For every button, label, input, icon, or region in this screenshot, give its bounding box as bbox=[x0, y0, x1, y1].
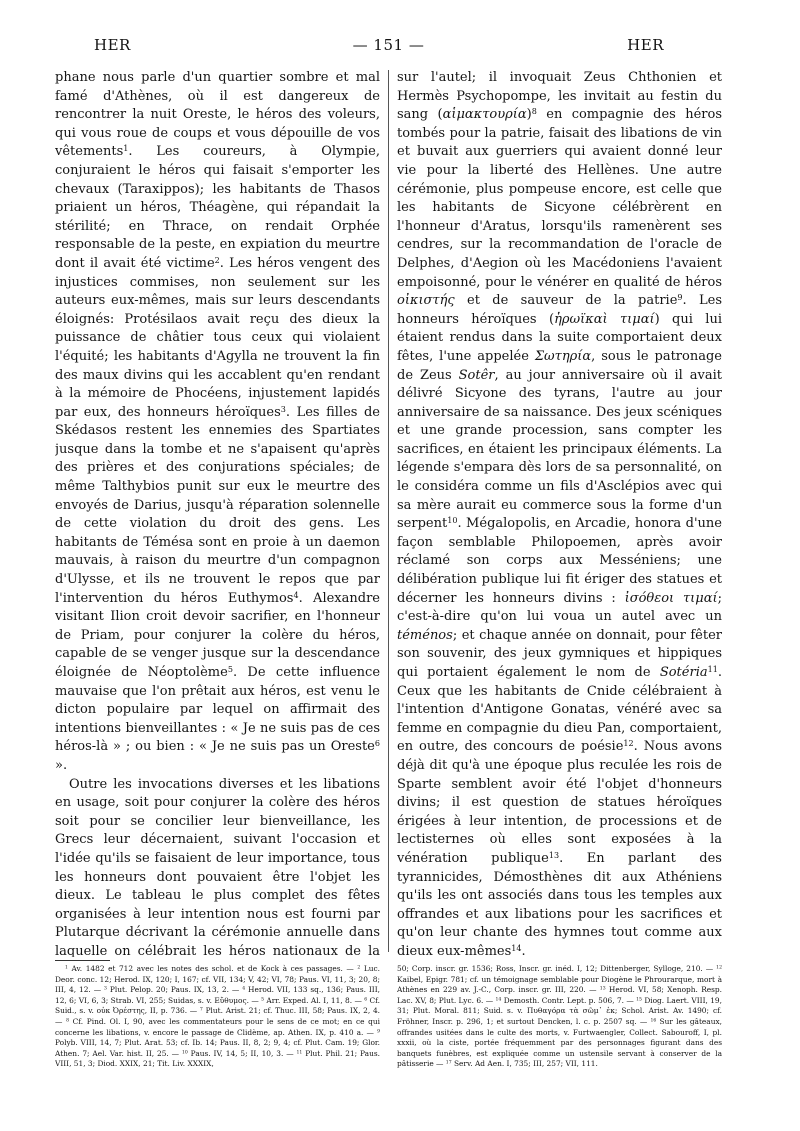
footnote-marker: 5 bbox=[227, 664, 233, 674]
paragraph bbox=[55, 776, 380, 957]
text-run: . Les filles de Skédasos restent les ennemies des Spartiates jusque dans la tombe et ne s'apaisent qu'après des prières et des conjurations spéciales; de même Talthybios punit sur eux le meurtre des envoyés de Darius, jusqu'à réparation solennelle de cette violation du droit des gens. Les habitants de Témésa sont en proie à un daemon mauvais, à raison du meurtre d'un compagnon d'Ulysse, et ils ne trouvent le repos que par l'intervention du héros Euthymos bbox=[55, 404, 380, 606]
text-run: . En parlant des tyrannicides, Démosthènes dit aux Athéniens qu'ils les ont associés dans tous les temples aux offrandes et aux libations pour les sacrifices et qu'on leur chante des hymnes tout comme aux dieux eux-mêmes bbox=[397, 850, 722, 957]
footnote-marker: 10 bbox=[447, 516, 458, 526]
text-run: Polyb. VIII, 14, 7; Plut. Arat. 53; cf. Ib. 14; Paus. II, 8, 2; 9, 4; cf. Plut. Cam. 19; Glor. Athen. 7; Ael. Var. hist. II, 25. — bbox=[55, 1038, 380, 1058]
text-column-right bbox=[397, 69, 722, 957]
text-run: Herod. VI, 58; Xenoph. Resp. Lac. XV, 8; Plut. Lyc. 6. — bbox=[397, 985, 722, 1005]
footnote-marker: 1 bbox=[65, 965, 68, 971]
page-number: — 151 — bbox=[352, 36, 425, 54]
text-run: Arr. Exped. Al. I, 11, 8. — bbox=[264, 995, 365, 1005]
text-run: . Les héros vengent des injustices commises, non seulement sur les auteurs eux-mêmes, mais sur leurs descendants éloignés: Protésilaos avait reçu des dieux la puissance de châtier tous ceux qui violaient l'équité; les habitants d'Agylla ne trouvent la fin des maux divins qui les accablent qu'en rendant à la mémoire de Phocéens, injustement lapidés par eux, des honneurs héroïques bbox=[55, 255, 380, 420]
footnotes-rule bbox=[55, 960, 110, 961]
text-run: Outre les invocations diverses et les libations en usage, soit pour conjurer la colère des héros soit pour se concilier leur bienveillance, les Grecs leur décernaient, suivant l'occasion et l'idée qu'ils se faisaient de leur importance, tous les honneurs dont pouvaient être l'objet les dieux. Le tableau le plus complet des fêtes organisées à leur intention nous est fourni par Plutarque décrivant la cérémonie annuelle dans laquelle on célébrait les héros nationaux de la bbox=[55, 776, 380, 957]
footnote-marker: 10 bbox=[181, 1050, 188, 1056]
footnote-marker: 3 bbox=[280, 404, 286, 414]
text-run: , sous le patronage de Zeus bbox=[397, 348, 722, 383]
footnote-marker: 6 bbox=[364, 997, 368, 1003]
text-run: Luc. Deor. conc. 12; Herod. IX, 120; I, 167; cf. VII, 134; V, 42; VI, 78; Paus. VI, 11, 3; 20, 8; III, 4, 12. — bbox=[55, 964, 380, 995]
footnote-marker: 6 bbox=[374, 739, 380, 749]
text-run: Plut. Phil. 21; Paus. VIII, 51, 3; Diod. XXIX, 21; Tit. Liv. XXXIX, bbox=[55, 1048, 380, 1069]
footnote-marker: 8 bbox=[66, 1018, 69, 1024]
footnote-marker: 17 bbox=[445, 1061, 452, 1067]
footnote-marker: 11 bbox=[296, 1050, 303, 1056]
running-head-left: HER bbox=[94, 36, 131, 54]
text-run: Diog. Laert. VIII, 19, 31; Plut. Moral. 811; Suid. s. v. Πυθαγόρα τὰ σῶμ᾽ ἐκ; Schol. Arist. Av. 1490; cf. Fröhner, Inscr. p. 296, 1; et surtout Dencken, l. c. p. 2507 sq. — bbox=[397, 995, 722, 1026]
footnote-marker: 12 bbox=[716, 965, 722, 971]
footnote-block bbox=[55, 964, 380, 1070]
footnote-marker: 2 bbox=[214, 255, 220, 265]
italic-term: Sotêr bbox=[458, 367, 495, 383]
text-run: Kaibel, Epigr. 781; cf. un témoignage semblable pour Diogène le Phrourarque, mort à Athènes en 229 av. J.-C., Corp. inscr. gr. III, 220. — bbox=[397, 974, 722, 995]
paragraph bbox=[397, 69, 722, 957]
text-run: Cf. Pind. Ol. I, 90, avec les commentateurs pour le sens de ce mot; en ce qui concerne les libations, v. encore le passage de Clidème, ap. Athen. IX, p. 410 a. — bbox=[55, 1016, 380, 1037]
footnote-block bbox=[397, 964, 722, 1070]
text-run: ». bbox=[55, 757, 68, 773]
text-run: . Nous avons déjà dit qu'à une époque plus reculée les rois de Sparte semblent avoir été l'objet d'honneurs divins; il est question de statues héroïques érigées à leur intention, de processions et de lectisternes où elles sont exposées à la vénération publique bbox=[397, 739, 722, 866]
text-run: ; et chaque année on donnait, pour fêter son souvenir, des jeux gymniques et hippiques qui portaient également le nom de bbox=[397, 627, 722, 680]
footnote-marker: 4 bbox=[242, 986, 246, 992]
footnote-marker: 13 bbox=[548, 850, 560, 860]
text-run: en compagnie des héros tombés pour la patrie, faisait des libations de vin et buvait aux guerriers qui avaient donné leur vie pour la liberté des Hellènes. Une autre cérémonie, plus pompeuse encore, est celle que les habitants de Sicyone célébrèrent en l'honneur d'Aratus, lorsqu'ils ramenèrent ses cendres, sur la recommandation de l'oracle de Delphes, d'Aegion où les Macédoniens l'avaient empoisonné, pour le vénérer en qualité de héros bbox=[397, 107, 722, 290]
footnote-marker: 16 bbox=[650, 1018, 657, 1024]
text-run: ) qui lui étaient rendus dans la suite comportaient deux fêtes, l'une appelée bbox=[397, 311, 722, 364]
text-run: ; c'est-à-dire qu'on lui voua un autel avec un bbox=[397, 590, 722, 625]
text-run: 50; Corp. inscr. gr. 1536; Ross, Inscr. gr. inéd. I, 12; Dittenberger, Sylloge, 210. — bbox=[397, 964, 717, 973]
footnote-marker: 13 bbox=[599, 986, 606, 992]
footnote-marker: 9 bbox=[677, 293, 683, 303]
text-run: Paus. IV, 14, 5; II, 10, 3. — bbox=[187, 1048, 297, 1058]
text-run: Cf. Suid., s. v. οὐκ Ὀρέστης, II, p. 736. — bbox=[55, 995, 380, 1016]
footnote-marker: 4 bbox=[293, 590, 299, 600]
italic-term: ἡρωϊκαὶ τιμαί bbox=[554, 311, 655, 327]
text-run: . Les honneurs héroïques ( bbox=[397, 293, 722, 327]
italic-term: téménos bbox=[397, 627, 453, 643]
footnote-marker: 14 bbox=[511, 943, 522, 953]
text-run: Sur les gâteaux, offrandes usitées dans le culte des morts, v. Furtwaengler, Collect. Sabouroff, I, pl. xxxii, où la ciste, portée fréquemment par des personnages figurant dans des banquets funèbres, est expliquée comme un ustensile servant à conserver de la pâtisserie — bbox=[397, 1016, 722, 1069]
text-run: Serv. Ad Aen. I, 735; III, 257; VII, 111. bbox=[451, 1059, 598, 1069]
running-head bbox=[55, 36, 722, 60]
footnote-marker: 14 bbox=[495, 997, 502, 1003]
text-run: . Les coureurs, à Olympie, conjuraient le héros qui faisait s'emporter les chevaux (Taraxippos); les habitants de Thasos priaient un héros, Théagène, qui répandait la stérilité; en Thrace, on rendait Orphée responsable de la peste, en expiation du meurtre dont il avait été victime bbox=[55, 144, 380, 271]
italic-term: Σωτηρία bbox=[534, 348, 592, 364]
text-run: . De cette influence mauvaise que l'on prêtait aux héros, est venu le dicton populaire par lequel on affirmait des intentions bienveillantes : « Je ne suis pas de ces héros-là » ; ou bien : « Je ne suis pas un Oreste bbox=[55, 665, 380, 755]
footnotes-column-right bbox=[397, 964, 722, 1114]
text-run: . Mégalopolis, en Arcadie, honora d'une façon semblable Philopoemen, après avoir réclamé son corps aux Messéniens; une délibération publique lui fit ériger des statues et décerner les honneurs divins : bbox=[397, 516, 722, 606]
footnotes-column-left bbox=[55, 964, 380, 1114]
footnote-marker: 3 bbox=[104, 986, 107, 992]
text-run: , au jour anniversaire où il avait délivré Sicyone des tyrans, l'autre au jour anniversaire de sa naissance. Des jeux scéniques et une grande procession, sans compter les sacrifices, en étaient les principaux éléments. La légende s'empara dès lors de sa personnalité, on le considéra comme un fils d'Asclépios avec qui sa mère aurait eu commerce sous la forme d'un serpent bbox=[397, 367, 722, 532]
running-head-right: HER bbox=[627, 36, 664, 54]
italic-term: ἰσόθεοι τιμαί bbox=[624, 590, 718, 606]
text-run: et de sauveur de la patrie bbox=[454, 293, 678, 309]
text-run: . Ceux que les habitants de Cnide célébraient à l'intention d'Antigone Gonatas, vénéré avec sa femme en compagnie du dieu Pan, comportaient, en outre, des concours de poésie bbox=[397, 665, 722, 755]
text-run: . Alexandre visitant Ilion croit devoir sacrifier, en l'honneur de Priam, pour conjurer la colère du héros, capable de se venger jusque sur la descendance éloignée de Néoptolème bbox=[55, 590, 380, 680]
text-run: Plut. Pelop. 20; Paus. IX, 13, 2. — bbox=[106, 985, 243, 995]
text-run: . bbox=[521, 943, 526, 957]
footnote-marker: 15 bbox=[636, 997, 642, 1003]
footnote-marker: 8 bbox=[531, 107, 537, 117]
italic-term: οἰκιστής bbox=[397, 293, 455, 309]
text-run: sur l'autel; il invoquait Zeus Chthonien et Hermès Psychopompe, les invitait au festin du sang ( bbox=[397, 70, 722, 123]
text-run: Demosth. Contr. Lept. p. 506, 7. — bbox=[501, 995, 637, 1005]
footnote-marker: 5 bbox=[261, 997, 265, 1003]
text-run: phane nous parle d'un quartier sombre et mal famé d'Athènes, où il est dangereux de rencontrer la nuit Oreste, le héros des voleurs, qui vous roue de coups et vous dépouille de vos vêtements bbox=[55, 70, 380, 160]
paragraph bbox=[55, 69, 380, 776]
footnote-marker: 2 bbox=[357, 965, 361, 971]
text-column-left bbox=[55, 69, 380, 957]
text-run: Herod. VII, 133 sq., 136; Paus. III, 12, 6; VI, 6, 3; Strab. VI, 255; Suidas, s. v. Εὔθυμος. — bbox=[55, 985, 380, 1005]
text-run: Plut. Arist. 21; cf. Thuc. III, 58; Paus. IX, 2, 4. — bbox=[55, 1006, 380, 1026]
footnote-marker: 7 bbox=[199, 1008, 203, 1014]
footnote-marker: 9 bbox=[377, 1029, 380, 1035]
text-run: ) bbox=[526, 107, 532, 123]
text-run: Av. 1482 et 712 avec les notes des schol. et de Kock à ces passages. — bbox=[67, 964, 358, 973]
column-divider bbox=[388, 70, 389, 952]
footnote-marker: 12 bbox=[623, 739, 634, 749]
italic-term: Sotéria bbox=[659, 665, 708, 680]
footnote-marker: 11 bbox=[707, 664, 718, 674]
footnote-marker: 1 bbox=[123, 144, 129, 154]
italic-term: αἱμακτουρία bbox=[442, 107, 527, 123]
